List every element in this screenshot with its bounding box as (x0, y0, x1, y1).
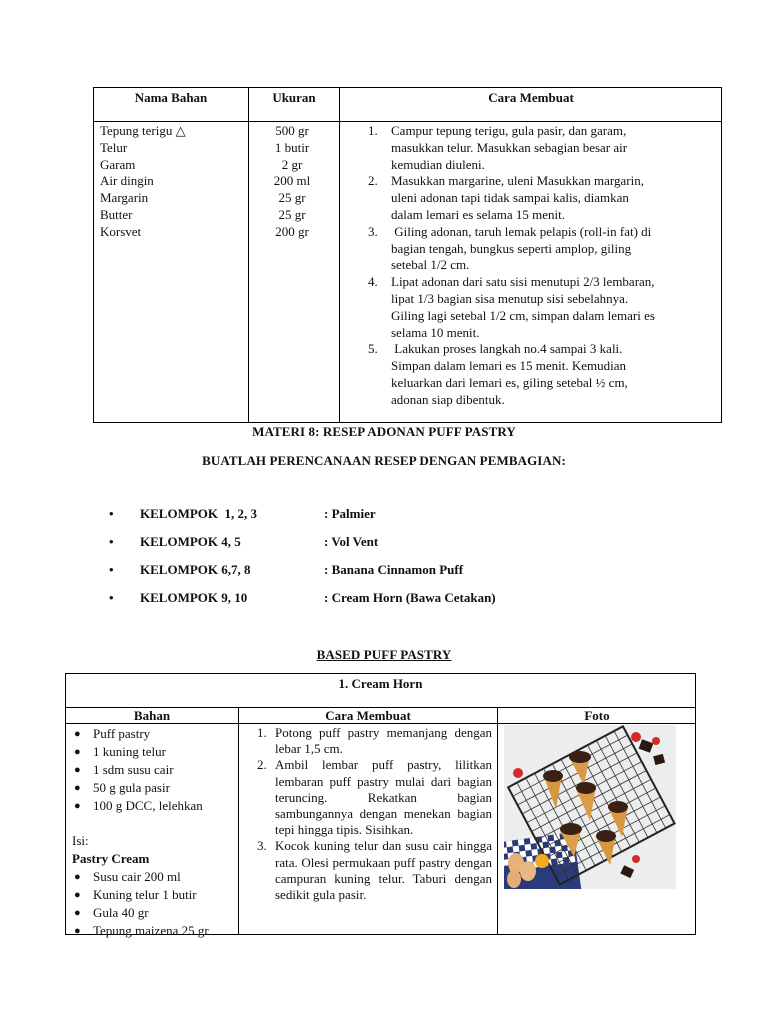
group-item (109, 562, 609, 590)
bahan-column (72, 725, 242, 940)
header-bahan: Bahan (133, 708, 171, 723)
bahan-item-text: 100 g DCC, lelehkan (93, 798, 203, 813)
step-text: Ambil lembar puff pastry, lilitkan lembaran puff pastry mulai dari bagian teruncing. Rekatkan bagian sambungannya dengan menekan bagian tepi hingga tipis. Sisihkan. (275, 757, 492, 838)
cream-horn-table (65, 673, 696, 938)
bullet-icon: ● (74, 782, 81, 794)
bullet-icon: ● (74, 925, 81, 937)
ingredient-name: Garam (100, 156, 136, 172)
step-text-line: selama 10 menit. (391, 324, 480, 340)
bahan-list (72, 725, 242, 815)
ingredient-quantity: 25 gr (278, 206, 306, 222)
table-divider (497, 707, 498, 934)
step-text-line: kemudian diuleni. (391, 156, 485, 172)
method-step (340, 123, 716, 173)
cream-horn-photo (504, 725, 676, 889)
bahan-item (72, 886, 242, 904)
bahan-item-text: Susu cair 200 ml (93, 869, 181, 884)
bahan-item (72, 725, 242, 743)
header-nama-bahan: Nama Bahan (134, 90, 208, 105)
step-text-line: Campur tepung terigu, gula pasir, dan garam, (391, 123, 627, 138)
ingredient-quantity: 1 butir (274, 139, 310, 155)
group-list (109, 506, 609, 618)
cream-horn-step (243, 725, 492, 757)
bahan-item-text: Tepung maizena 25 gr (93, 923, 209, 938)
group-name: KELOMPOK 6,7, 8 (140, 562, 251, 577)
ingredient-name: Korsvet (100, 223, 142, 239)
bahan-item-text: 50 g gula pasir (93, 780, 170, 795)
step-text-line: lipat 1/3 bagian sisa menutup sisi sebelahnya. (391, 290, 629, 306)
cream-horn-step (243, 838, 492, 903)
ingredient-quantity: 2 gr (281, 156, 303, 172)
quantity-list (246, 123, 338, 241)
step-text-line: Lakukan proses langkah no.4 sampai 3 kali. (391, 341, 623, 357)
cream-horn-steps (243, 725, 492, 903)
step-text-line: Simpan dalam lemari es 15 menit. Kemudian (391, 358, 627, 374)
step-text-line: Lipat adonan dari satu sisi menutupi 2/3 lembaran, (391, 274, 655, 290)
bahan-item-text: Kuning telur 1 butir (93, 887, 197, 902)
step-number: 3. (257, 838, 267, 854)
group-name: KELOMPOK 1, 2, 3 (140, 506, 257, 521)
instruction-heading: BUATLAH PERENCANAAN RESEP DENGAN PEMBAGIAN: (202, 453, 566, 468)
ingredient-name: Air dingin (100, 173, 154, 189)
isi-label: Isi: (72, 833, 89, 848)
step-number: 1. (257, 725, 267, 740)
bullet-icon: ● (74, 889, 81, 901)
ingredient-name: Telur (100, 139, 128, 155)
step-text: Kocok kuning telur dan susu cair hingga rata. Olesi permukaan puff pastry dengan campuran kuning telur. Taburi dengan sedikit gula pasir. (275, 838, 492, 903)
method-step (340, 341, 716, 408)
bahan-item (72, 779, 242, 797)
bahan-item (72, 743, 242, 761)
step-text-line: Giling adonan, taruh lemak pelapis (roll-in fat) di (391, 223, 652, 239)
bahan-item-text: Gula 40 gr (93, 905, 149, 920)
step-text: Potong puff pastry memanjang dengan lebar 1,5 cm. (275, 725, 492, 757)
header-cara-membuat: Cara Membuat (325, 708, 411, 723)
header-ukuran: Ukuran (272, 90, 316, 105)
bahan-item-text: 1 sdm susu cair (93, 762, 174, 777)
materi-title: MATERI 8: RESEP ADONAN PUFF PASTRY (252, 424, 516, 439)
pastry-cream-list (72, 868, 242, 940)
bahan-item (72, 761, 242, 779)
step-text-line: bagian tengah, bungkus seperti amplop, giling (391, 240, 632, 256)
method-steps (340, 123, 716, 409)
recipe-table-puff-pastry (93, 87, 722, 423)
ingredient-quantity: 200 gr (275, 223, 309, 239)
step-text-line: adonan siap dibentuk. (391, 391, 505, 407)
header-cara-membuat: Cara Membuat (488, 90, 574, 105)
bullet-icon: ● (74, 746, 81, 758)
step-text-line: Giling lagi setebal 1/2 cm, simpan dalam lemari es (391, 307, 655, 323)
ingredient-quantity: 25 gr (278, 190, 306, 206)
bullet-icon: • (109, 590, 114, 605)
group-recipe: : Palmier (324, 506, 376, 521)
bahan-item (72, 868, 242, 886)
method-step (340, 173, 716, 223)
ingredient-quantity: 500 gr (275, 123, 309, 138)
step-text-line: masukkan telur. Masukkan sebagian besar air (391, 139, 628, 155)
step-text-line: dalam lemari es selama 15 menit. (391, 206, 565, 222)
ingredient-list (100, 123, 245, 241)
ingredient-name: Margarin (100, 190, 149, 206)
pastry-cream-label: Pastry Cream (72, 851, 150, 866)
step-text-line: setebal 1/2 cm. (391, 257, 470, 273)
group-recipe: : Vol Vent (324, 534, 379, 549)
method-step (340, 274, 716, 341)
group-recipe: : Banana Cinnamon Puff (324, 562, 464, 577)
group-item (109, 534, 609, 562)
bullet-icon: ● (74, 800, 81, 812)
bullet-icon: • (109, 534, 114, 549)
based-puff-pastry-title: BASED PUFF PASTRY (316, 647, 452, 662)
bahan-item (72, 797, 242, 815)
group-name: KELOMPOK 4, 5 (140, 534, 241, 549)
bullet-icon: ● (74, 907, 81, 919)
bahan-item-text: 1 kuning telur (93, 744, 166, 759)
cream-horn-title: 1. Cream Horn (338, 676, 423, 691)
bullet-icon: ● (74, 728, 81, 740)
ingredient-quantity: 200 ml (273, 173, 311, 189)
bahan-item-text: Puff pastry (93, 726, 151, 741)
step-number: 2. (257, 757, 267, 773)
step-number: 1. (368, 123, 378, 138)
header-foto: Foto (584, 708, 610, 723)
step-text-line: Masukkan margarine, uleni Masukkan margarin, (391, 173, 644, 189)
cream-horn-step (243, 757, 492, 838)
method-step (340, 224, 716, 274)
step-number: 2. (368, 173, 378, 189)
step-number: 3. (368, 223, 378, 239)
group-recipe: : Cream Horn (Bawa Cetakan) (324, 590, 496, 605)
group-name: KELOMPOK 9, 10 (140, 590, 248, 605)
bahan-item (72, 904, 242, 922)
bullet-icon: • (109, 506, 114, 521)
bullet-icon: • (109, 562, 114, 577)
bahan-item (72, 922, 242, 940)
step-text-line: uleni adonan tapi tidak sampai kalis, diamkan (391, 190, 629, 206)
step-number: 4. (368, 274, 378, 290)
bullet-icon: ● (74, 764, 81, 776)
step-text-line: keluarkan dari lemari es, giling setebal ½ cm, (391, 374, 628, 390)
step-number: 5. (368, 341, 378, 357)
ingredient-name: Butter (100, 206, 133, 222)
ingredient-name: Tepung terigu △ (100, 123, 186, 138)
group-item (109, 590, 609, 618)
group-item (109, 506, 609, 534)
bullet-icon: ● (74, 871, 81, 883)
